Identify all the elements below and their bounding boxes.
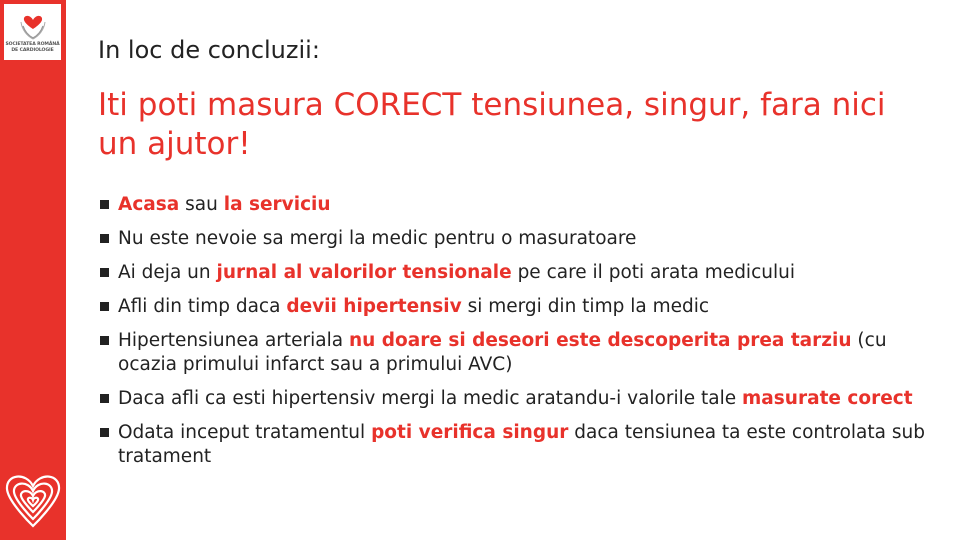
bullet-text: Odata inceput tratamentul xyxy=(118,422,372,443)
square-bullet-icon xyxy=(100,234,109,243)
red-sidebar xyxy=(0,0,66,540)
highlight-text: Acasa xyxy=(118,194,180,215)
bullet-text: sau xyxy=(179,194,224,215)
square-bullet-icon xyxy=(100,302,109,311)
heart-hands-logo-icon xyxy=(20,8,46,40)
square-bullet-icon xyxy=(100,428,109,437)
logo-text-line2: DE CARDIOLOGIE xyxy=(11,47,54,53)
square-bullet-icon xyxy=(100,394,109,403)
concentric-hearts-icon xyxy=(4,470,62,532)
logo-text-line1: SOCIETATEA ROMÂNĂ xyxy=(5,42,60,47)
bullet-item xyxy=(100,261,930,285)
bullet-list xyxy=(100,193,930,479)
bullet-text: (cu ocazia primului infarct sau a primului AVC) xyxy=(118,330,887,375)
highlight-text: la serviciu xyxy=(223,194,331,215)
highlight-text: jurnal al valorilor tensionale xyxy=(216,262,512,283)
bullet-text: si mergi din timp la medic xyxy=(461,296,710,317)
bullet-text: daca tensiunea ta este controlata sub tratament xyxy=(118,422,925,467)
highlight-text: nu doare si deseori este descoperita prea tarziu xyxy=(349,330,852,351)
bullet-item xyxy=(100,295,930,319)
bullet-item xyxy=(100,227,930,251)
society-logo xyxy=(4,4,61,60)
bullet-text: pe care il poti arata medicului xyxy=(511,262,795,283)
slide-subtitle: In loc de concluzii: xyxy=(98,36,320,64)
bullet-item xyxy=(100,193,930,217)
slide-title: Iti poti masura CORECT tensiunea, singur, fara nici un ajutor! xyxy=(98,87,886,162)
bullet-item xyxy=(100,387,930,411)
bullet-text: Afli din timp daca xyxy=(118,296,287,317)
bullet-text: Hipertensiunea arteriala xyxy=(118,330,349,351)
bullet-item xyxy=(100,329,930,377)
square-bullet-icon xyxy=(100,268,109,277)
bullet-text: Ai deja un xyxy=(118,262,217,283)
bullet-item xyxy=(100,421,930,469)
square-bullet-icon xyxy=(100,336,109,345)
logo-text xyxy=(4,42,61,53)
square-bullet-icon xyxy=(100,200,109,209)
bullet-text: Nu este nevoie sa mergi la medic pentru o masuratoare xyxy=(118,228,637,249)
highlight-text: poti verifica singur xyxy=(371,422,569,443)
bullet-text: Daca afli ca esti hipertensiv mergi la medic aratandu-i valorile tale xyxy=(118,388,743,409)
highlight-text: devii hipertensiv xyxy=(286,296,462,317)
highlight-text: masurate corect xyxy=(742,388,913,409)
